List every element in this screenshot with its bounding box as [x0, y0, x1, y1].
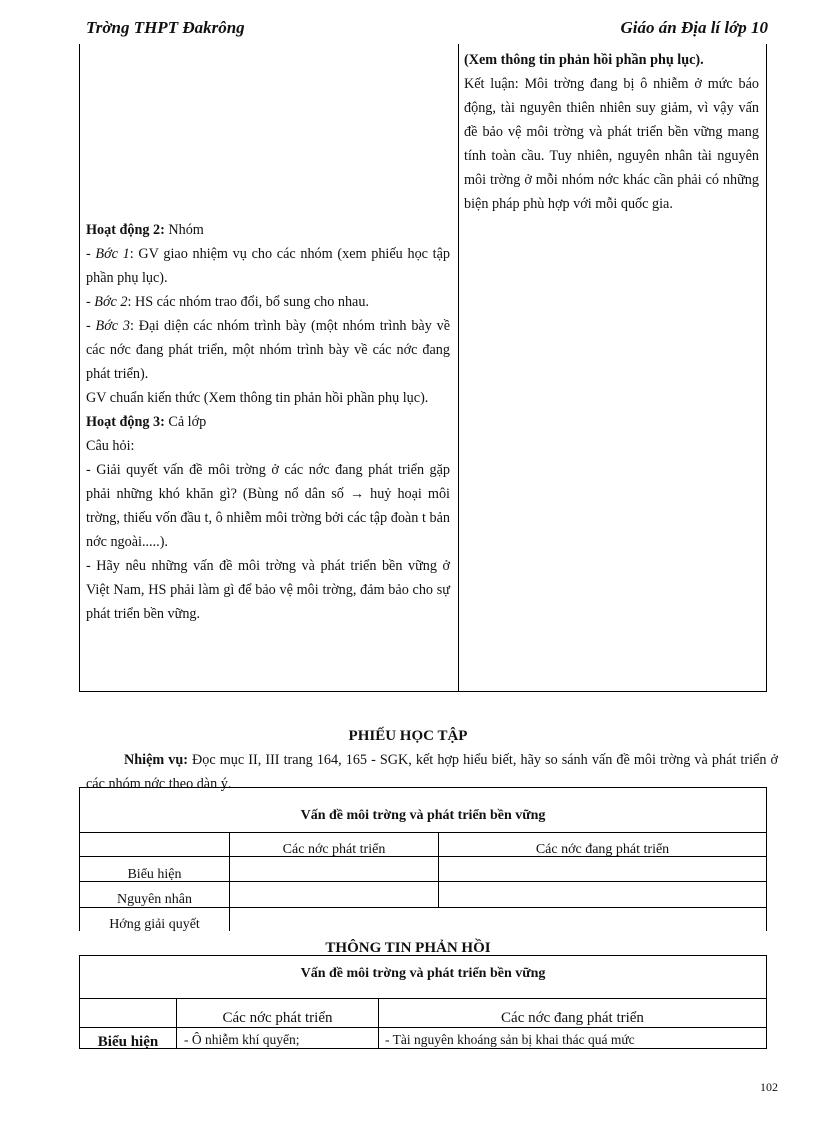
feedback-title: THÔNG TIN PHẢN HỒI	[325, 940, 491, 956]
page-number: 102	[760, 1080, 778, 1094]
conclusion-text: Kết luận: Môi trờng đang bị ô nhiễm ở mức báo động, tài nguyên thiên nhiên suy giảm, vì vậy vấn đề bảo vệ môi trờng và phát triển bền vững mang tính toàn cầu. Tuy nhiên, nguyên nhân tài nguyên môi trờng ở mỗi nhóm nớc khác cần phải có những biện pháp phù hợp với mỗi quốc gia.	[464, 76, 759, 212]
row-manifestation: Biểu hiện	[127, 867, 182, 882]
step-1: - Bớc 1: GV giao nhiệm vụ cho các nhóm (xem phiếu học tập phần phụ lục).	[86, 246, 451, 286]
feedback-row-label: Biểu hiện	[97, 1034, 159, 1050]
column-divider	[458, 44, 459, 691]
row-solution: Hớng giải quyết	[109, 917, 200, 932]
row-line	[80, 998, 766, 999]
feedback-cell-developed: - Ô nhiễm khí quyển;	[184, 1032, 300, 1047]
row-line	[80, 832, 766, 833]
activities-column	[86, 218, 450, 626]
row-line	[80, 1027, 766, 1028]
col-developed: Các nớc phát triển	[282, 842, 386, 857]
feedback-col-developed: Các nớc phát triển	[222, 1010, 333, 1026]
worksheet-table-title: Vấn đề môi trờng và phát triển bền vững	[300, 808, 546, 823]
step-3: - Bớc 3: Đại diện các nhóm trình bày (một nhóm trình bày về các nớc đang phát triển, một nhóm trình bày về các nớc đang phát triển).	[86, 318, 451, 382]
worksheet-title: PHIẾU HỌC TẬP	[348, 728, 468, 744]
lesson-table	[79, 44, 767, 692]
worksheet-table	[79, 787, 767, 931]
feedback-table-title: Vấn đề môi trờng và phát triển bền vững	[300, 966, 546, 981]
header-school: Trờng THPT Đakrông	[86, 18, 245, 37]
col-developing: Các nớc đang phát triển	[535, 842, 670, 857]
feedback-reference: (Xem thông tin phản hồi phần phụ lục).	[464, 52, 704, 68]
question-label: Câu hỏi:	[86, 438, 135, 454]
feedback-cell-developing: - Tài nguyên khoáng sản bị khai thác quá mức	[385, 1032, 635, 1047]
worksheet-task: Nhiệm vụ: Đọc mục II, III trang 164, 165 - SGK, kết hợp hiểu biết, hãy so sánh vấn đề môi trờng và phát triển ở các nhóm nớc theo dàn ý.	[86, 752, 778, 792]
question-2: - Hãy nêu những vấn đề môi trờng và phát triển bền vững ở Việt Nam, HS phải làm gì để bảo vệ môi trờng, đảm bảo cho sự phát triển bền vững.	[86, 558, 450, 622]
question-1: - Giải quyết vấn đề môi trờng ở các nớc đang phát triển gặp phải những khó khăn gì? (Bùng nổ dân số → huỷ hoại môi trờng, thiếu vốn đầu t, ô nhiễm môi trờng bởi các tập đoàn t bản nớc ngoài.....).	[86, 462, 450, 550]
step-2: - Bớc 2: HS các nhóm trao đổi, bổ sung cho nhau.	[86, 294, 369, 310]
row-cause: Nguyên nhân	[116, 892, 193, 907]
activity-2-heading: Hoạt động 2: Nhóm	[86, 222, 204, 238]
feedback-table	[79, 955, 767, 1049]
header-subject: Giáo án Địa lí lớp 10	[620, 18, 768, 37]
teacher-note: GV chuẩn kiến thức (Xem thông tin phản hồi phần phụ lục).	[86, 390, 429, 406]
content-column	[464, 48, 759, 216]
activity-3-heading: Hoạt động 3: Cả lớp	[86, 414, 207, 430]
feedback-col-developing: Các nớc đang phát triển	[501, 1010, 644, 1026]
